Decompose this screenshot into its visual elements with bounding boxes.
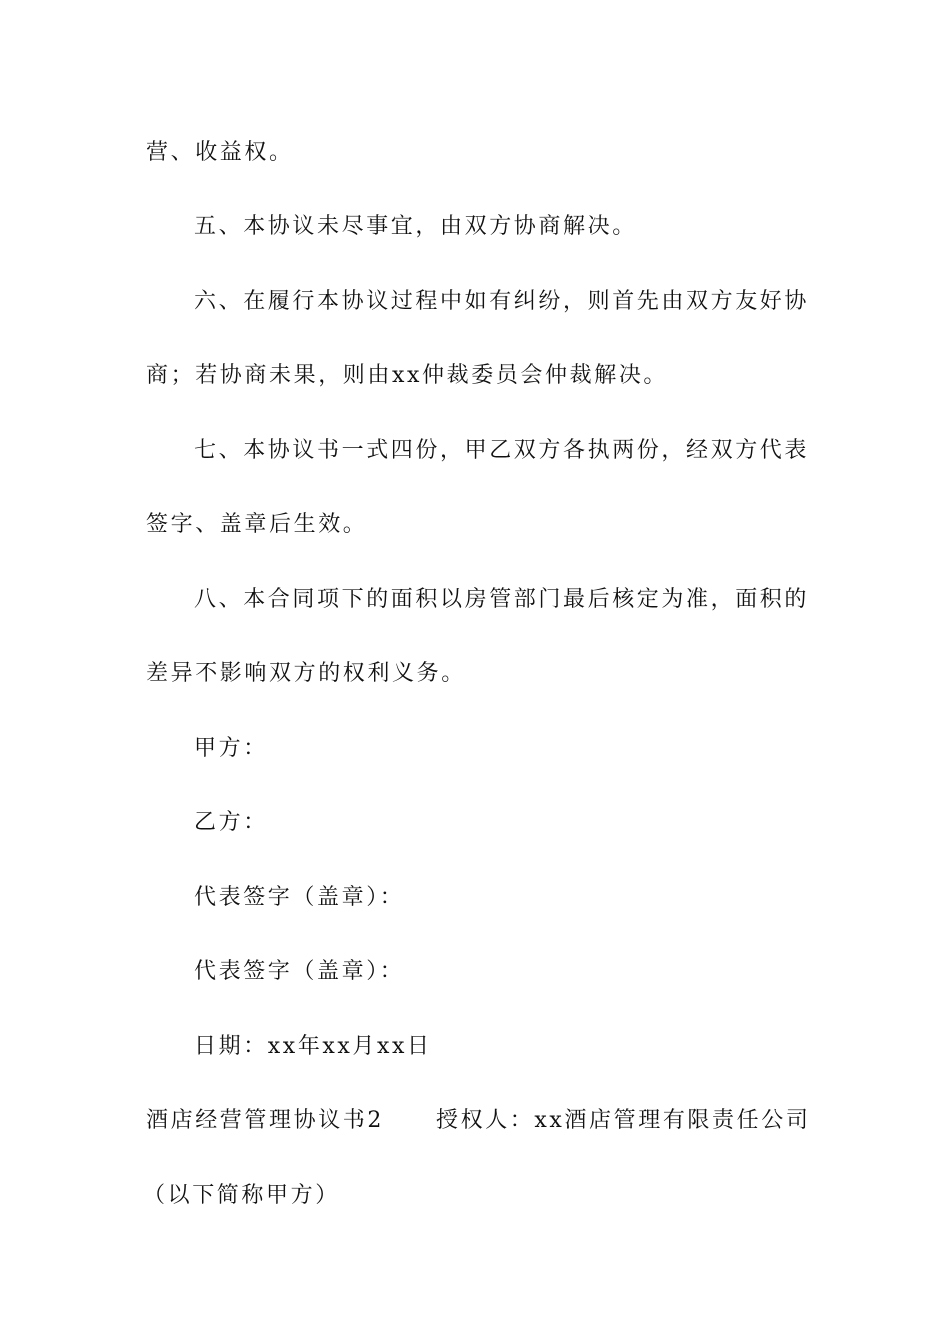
paragraph-line: 六、在履行本协议过程中如有纠纷，则首先由双方友好协: [194, 289, 810, 314]
signature-line-b: 代表签字（盖章）：: [194, 959, 405, 984]
authorizer-line: 授权人：xx酒店管理有限责任公司: [436, 1108, 811, 1133]
signature-line-a: 代表签字（盖章）：: [194, 885, 405, 910]
next-agreement-line: [146, 1106, 811, 1136]
paragraph-line: 八、本合同项下的面积以房管部门最后核定为准，面积的: [194, 587, 810, 612]
party-b-label: 乙方：: [194, 810, 268, 835]
date-line: 日期：xx年xx月xx日: [194, 1034, 432, 1059]
paragraph-line: 五、本协议未尽事宜，由双方协商解决。: [194, 214, 637, 239]
abbreviation-note: （以下简称甲方）: [143, 1183, 340, 1208]
paragraph-line: 七、本协议书一式四份，甲乙双方各执两份，经双方代表: [194, 438, 810, 463]
paragraph-line: 商；若协商未果，则由xx仲裁委员会仲裁解决。: [146, 363, 669, 388]
paragraph-line: 营、收益权。: [146, 140, 294, 165]
paragraph-line: 差异不影响双方的权利义务。: [146, 661, 466, 686]
party-a-label: 甲方：: [194, 736, 268, 761]
next-agreement-title: 酒店经营管理协议书2: [146, 1108, 384, 1133]
paragraph-line: 签字、盖章后生效。: [146, 512, 368, 537]
